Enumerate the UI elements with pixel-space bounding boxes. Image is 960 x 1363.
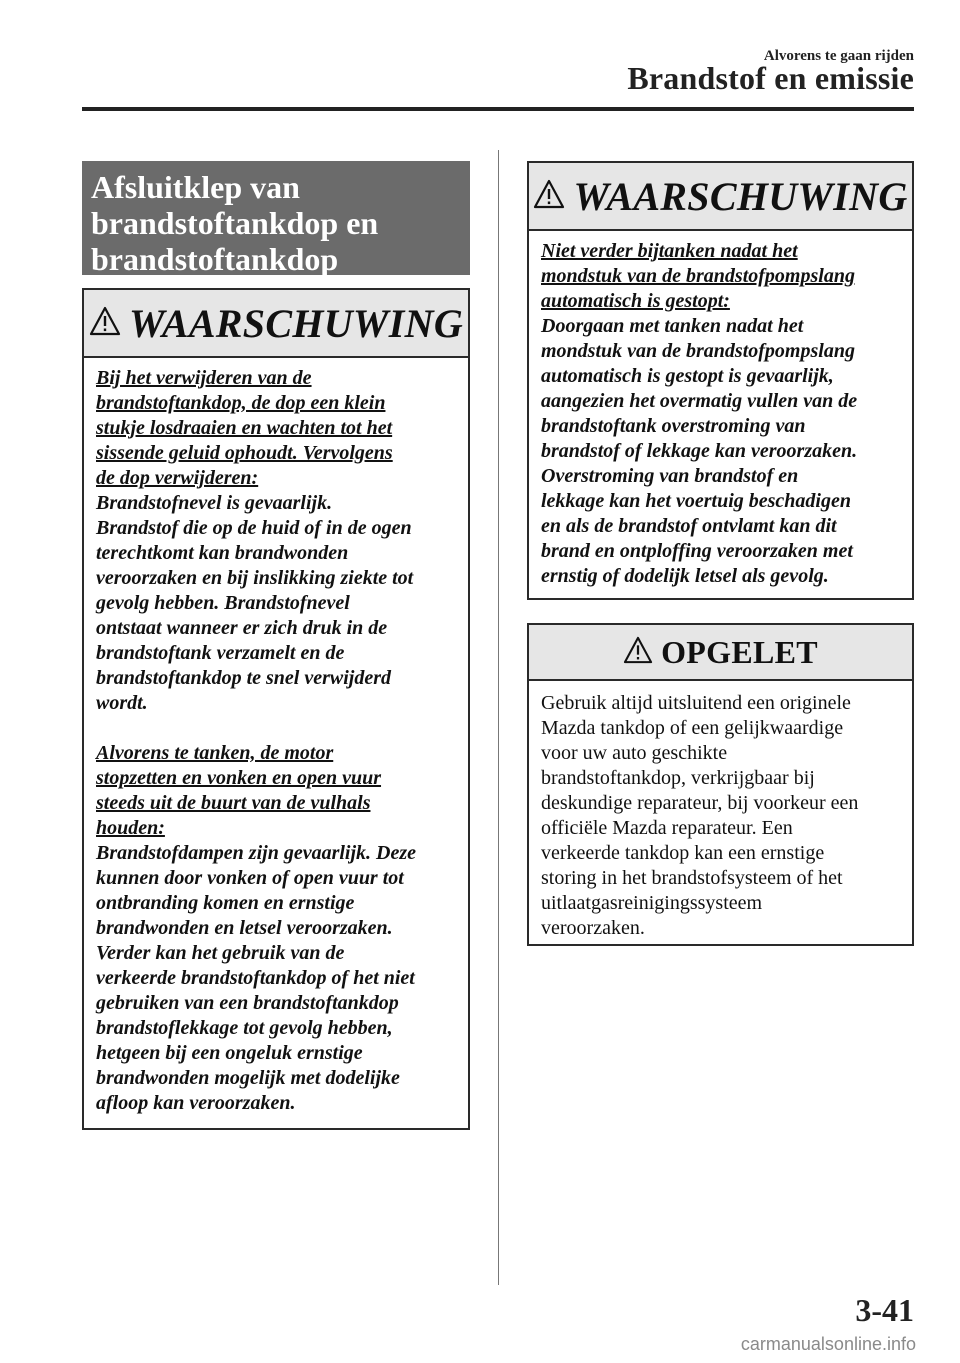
warning-header <box>529 163 912 231</box>
warning-triangle-icon <box>533 179 565 214</box>
chapter-label: Alvorens te gaan rijden <box>763 48 914 64</box>
warning-heading: Bij het verwijderen van de brandstoftankdop, de dop een klein stukje losdraaien en wachten tot het sissende geluid ophoudt. Vervolgens de dop verwijderen: <box>96 367 393 489</box>
caution-body <box>529 681 912 951</box>
warning-box-left <box>82 288 470 1130</box>
caution-text: Gebruik altijd uitsluitend een originele Mazda tankdop of een gelijkwaardige voor uw auto geschikte brandstoftankdop, verkrijgbaar bij deskundige reparateur, bij voorkeur een officiële Mazda reparateur. Een verkeerde tankdop kan een ernstige storing in het brandstofsysteem of het uitlaatgasreinigingssysteem veroorzaken. <box>541 692 859 939</box>
warning-triangle-icon <box>89 306 121 341</box>
warning-heading: Niet verder bijtanken nadat het mondstuk van de brandstofpompslang automatisch is gestopt: <box>541 240 855 312</box>
warning-text: Doorgaan met tanken nadat het mondstuk van de brandstofpompslang automatisch is gestopt is gevaarlijk, aangezien het overmatig vullen van de brandstoftank overstroming van brandstof of lekkage kan veroorzaken. Overstroming van brandstof en lekkage kan het voertuig beschadigen en als de brandstof ontvlamt kan dit brand en ontploffing veroorzaken met ernstig of dodelijk letsel als gevolg. <box>541 315 858 587</box>
section-title <box>82 161 470 275</box>
warning-label: WAARSCHUWING <box>573 173 908 219</box>
warning-triangle-icon <box>623 636 653 669</box>
warning-body <box>84 358 468 1126</box>
caution-box <box>527 623 914 946</box>
caution-label: OPGELET <box>661 633 818 670</box>
warning-text: Brandstofnevel is gevaarlijk. Brandstof die op de huid of in de ogen terechtkomt kan brandwonden veroorzaken en bij inslikking ziekte tot gevolg hebben. Brandstofnevel ontstaat wanneer er zich druk in de brandstoftank verzamelt en de brandstoftankdop te snel verwijderd wordt. <box>96 492 414 714</box>
warning-label: WAARSCHUWING <box>128 300 464 346</box>
warning-header <box>84 290 468 358</box>
warning-box-right <box>527 161 914 600</box>
page-header-title: Brandstof en emissie <box>627 60 914 96</box>
warning-text: Brandstofdampen zijn gevaarlijk. Deze kunnen door vonken of open vuur tot ontbranding komen en ernstige brandwonden en letsel veroorzaken. Verder kan het gebruik van de verkeerde brandstoftankdop of het niet gebruiken van een brandstoftankdop brandstoflekkage tot gevolg hebben, hetgeen bij een ongeluk ernstige brandwonden mogelijk met dodelijke afloop kan veroorzaken. <box>96 842 417 1114</box>
section-title-line: brandstoftankdop <box>91 241 339 277</box>
warning-body <box>529 231 912 599</box>
header-rule <box>82 107 914 111</box>
column-divider <box>498 150 499 1285</box>
section-title-line: Afsluitklep van <box>91 169 300 205</box>
page-number: 3-41 <box>855 1292 914 1328</box>
watermark: carmanualsonline.info <box>740 1334 916 1354</box>
warning-heading: Alvorens te tanken, de motor stopzetten en vonken en open vuur steeds uit de buurt van de vulhals houden: <box>96 742 382 839</box>
section-title-line: brandstoftankdop en <box>91 205 379 241</box>
caution-header <box>529 625 912 681</box>
